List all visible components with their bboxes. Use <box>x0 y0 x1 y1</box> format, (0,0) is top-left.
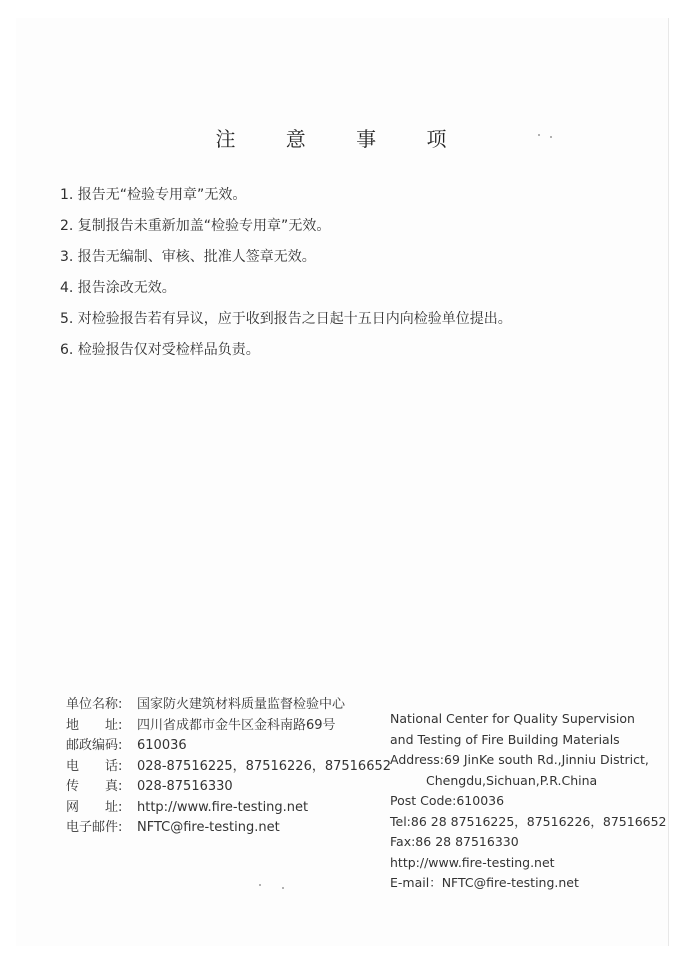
note-item: 4. 报告涂改无效。 <box>60 280 176 296</box>
contact-en <box>390 709 667 894</box>
contact-label: 地 址: <box>66 717 123 733</box>
website-link[interactable]: http://www.fire-testing.net <box>137 799 309 815</box>
tel: Tel:86 28 87516225，87516226，87516652 <box>390 813 667 829</box>
website-link[interactable]: http://www.fire-testing.net <box>390 854 555 870</box>
note-item: 1. 报告无“检验专用章”无效。 <box>60 187 247 203</box>
contact-value: 610036 <box>137 738 187 753</box>
contact-row-address <box>66 716 386 737</box>
contact-value: 四川省成都市金牛区金科南路69号 <box>137 717 336 733</box>
note-item: 3. 报告无编制、审核、批准人签章无效。 <box>60 249 316 265</box>
org-name-line1: National Center for Quality Supervision <box>390 711 635 726</box>
address-line1: Address:69 JinKe south Rd.,Jinniu District, <box>390 752 649 767</box>
address-line2: Chengdu,Sichuan,P.R.China <box>426 772 598 788</box>
contact-label: 电 话: <box>66 758 123 774</box>
org-name-line2: and Testing of Fire Building Materials <box>390 731 620 747</box>
scan-speck <box>538 134 540 136</box>
email-link[interactable]: NFTC@fire-testing.net <box>137 820 280 835</box>
email-link[interactable]: E-mail：NFTC@fire-testing.net <box>390 875 579 890</box>
contact-cn <box>66 695 392 839</box>
note-item: 5. 对检验报告若有异议，应于收到报告之日起十五日内向检验单位提出。 <box>60 311 512 327</box>
contact-row-website <box>66 798 386 819</box>
scan-speck <box>282 887 284 889</box>
page-title: 注 意 事 项 <box>215 127 469 151</box>
document-page <box>16 18 669 946</box>
notes-list <box>60 180 640 366</box>
fax: Fax:86 28 87516330 <box>390 834 519 849</box>
contact-label: 邮政编码: <box>66 738 123 753</box>
contact-label: 单位名称: <box>66 697 123 712</box>
post-code: Post Code:610036 <box>390 793 505 808</box>
note-item: 2. 复制报告未重新加盖“检验专用章”无效。 <box>60 218 331 234</box>
scan-speck <box>550 136 552 138</box>
contact-row-phone <box>66 757 392 778</box>
scan-speck <box>259 884 261 886</box>
contact-row-unit <box>66 695 386 716</box>
contact-row-email <box>66 818 386 839</box>
contact-row-fax <box>66 777 386 798</box>
contact-label: 电子邮件: <box>66 820 123 835</box>
note-item: 6. 检验报告仅对受检样品负责。 <box>60 342 260 358</box>
contact-label: 网 址: <box>66 799 123 815</box>
contact-row-postcode <box>66 736 386 757</box>
contact-label: 传 真: <box>66 779 123 794</box>
contact-value: 国家防火建筑材料质量监督检验中心 <box>137 697 346 712</box>
contact-value: 028-87516225，87516226，87516652 <box>137 758 392 774</box>
contact-value: 028-87516330 <box>137 779 233 794</box>
